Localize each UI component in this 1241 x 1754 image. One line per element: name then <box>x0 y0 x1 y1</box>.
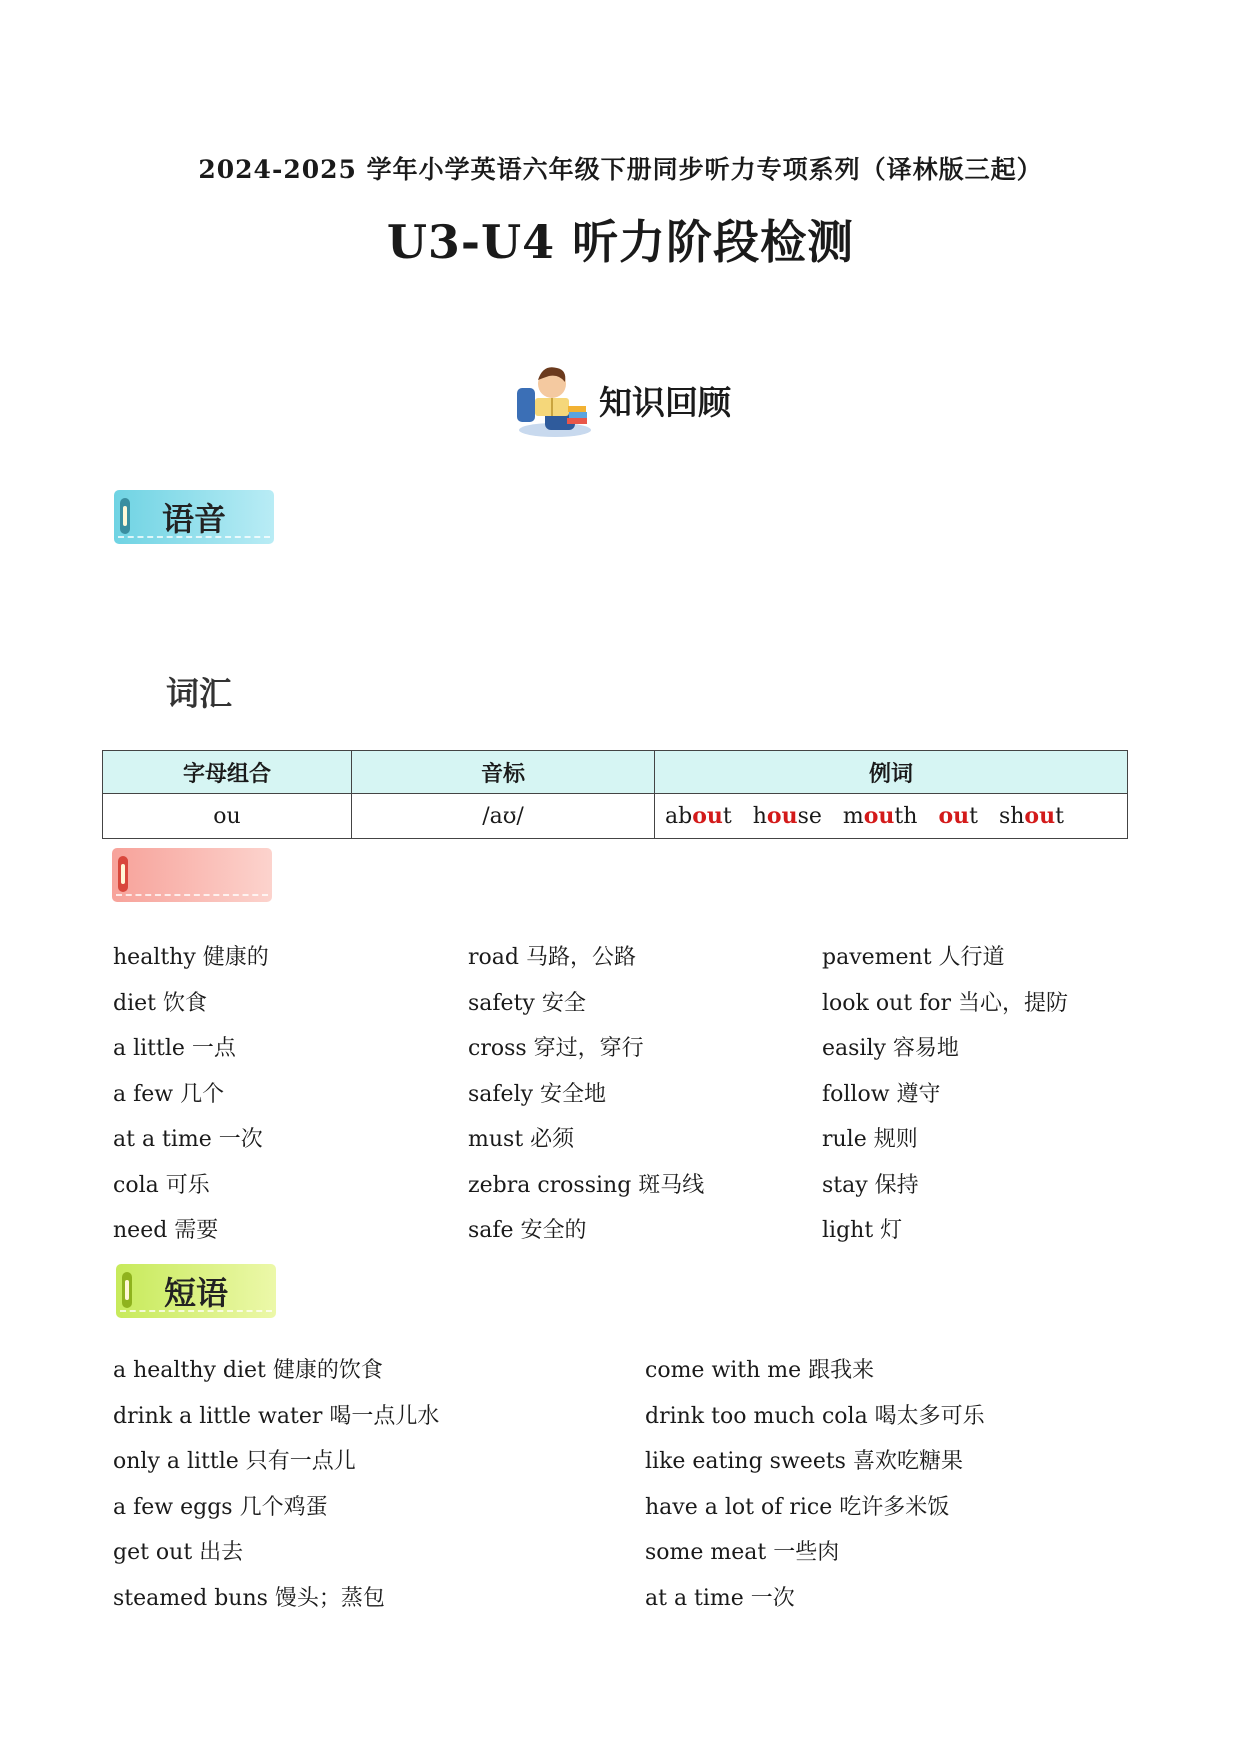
vocabulary-tag <box>112 848 272 902</box>
list-item: safety 安全 <box>468 990 586 1016</box>
document-subtitle: 2024-2025 学年小学英语六年级下册同步听力专项系列（译林版三起） <box>198 155 1043 184</box>
phonics-table <box>102 750 1128 839</box>
bookmark-tab-icon <box>118 856 128 892</box>
list-item: road 马路，公路 <box>468 945 636 970</box>
table-header-letters: 字母组合 <box>103 751 352 794</box>
list-item: at a time 一次 <box>113 1127 263 1152</box>
list-item: at a time 一次 <box>645 1585 795 1611</box>
bookmark-tab-icon <box>120 498 130 534</box>
document-title: U3-U4 听力阶段检测 <box>386 215 855 269</box>
list-item: a healthy diet 健康的饮食 <box>113 1358 383 1383</box>
list-item: a little 一点 <box>113 1036 236 1061</box>
letters-cell: ou <box>103 794 352 839</box>
list-item: follow 遵守 <box>822 1081 941 1107</box>
phrases-column-1 <box>113 1348 439 1621</box>
list-item: pavement 人行道 <box>822 945 1005 970</box>
vocabulary-column-1 <box>113 935 269 1254</box>
list-item: drink too much cola 喝太多可乐 <box>645 1403 985 1429</box>
list-item: like eating sweets 喜欢吃糖果 <box>645 1449 963 1474</box>
example-word: house <box>752 803 822 829</box>
list-item: stay 保持 <box>822 1172 919 1198</box>
list-item: a few eggs 几个鸡蛋 <box>113 1494 328 1520</box>
example-word: about <box>665 803 732 829</box>
list-item: must 必须 <box>468 1127 575 1152</box>
vocabulary-column-2 <box>468 935 704 1254</box>
list-item: need 需要 <box>113 1218 219 1243</box>
pronunciation-tag-label: 语音 <box>162 500 227 538</box>
boy-reading-books-illustration <box>505 360 595 440</box>
phrases-column-2 <box>645 1348 985 1621</box>
bookmark-tab-icon <box>122 1272 132 1308</box>
example-word: shout <box>998 803 1064 829</box>
list-item: light 灯 <box>822 1218 903 1243</box>
list-item: easily 容易地 <box>822 1036 959 1061</box>
table-header-phonetic: 音标 <box>352 751 655 794</box>
list-item: cross 穿过，穿行 <box>468 1036 644 1061</box>
list-item: come with me 跟我来 <box>645 1358 875 1383</box>
knowledge-review-title: 知识回顾 <box>599 382 731 422</box>
list-item: diet 饮食 <box>113 990 207 1016</box>
list-item: zebra crossing 斑马线 <box>468 1172 705 1198</box>
list-item: get out 出去 <box>113 1540 244 1565</box>
knowledge-review-heading <box>505 360 731 440</box>
list-item: drink a little water 喝一点儿水 <box>113 1403 440 1429</box>
example-word: mouth <box>842 803 918 829</box>
example-word: out <box>938 803 978 829</box>
list-item: only a little 只有一点儿 <box>113 1449 356 1474</box>
list-item: safe 安全的 <box>468 1218 587 1243</box>
table-row <box>103 794 1128 839</box>
list-item: some meat 一些肉 <box>645 1540 840 1565</box>
examples-cell <box>655 794 1128 839</box>
vocabulary-heading: 词汇 <box>166 674 232 713</box>
list-item: healthy 健康的 <box>113 945 269 970</box>
phonetic-cell: /aʊ/ <box>352 794 655 839</box>
list-item: look out for 当心，提防 <box>822 990 1068 1016</box>
phrases-tag-label: 短语 <box>164 1274 229 1312</box>
phrases-tag <box>116 1264 276 1318</box>
list-item: steamed buns 馒头；蒸包 <box>113 1585 385 1611</box>
list-item: rule 规则 <box>822 1127 918 1152</box>
vocabulary-column-3 <box>822 935 1068 1254</box>
pronunciation-tag <box>114 490 274 544</box>
list-item: safely 安全地 <box>468 1081 607 1107</box>
list-item: a few 几个 <box>113 1081 225 1107</box>
list-item: have a lot of rice 吃许多米饭 <box>645 1494 950 1520</box>
table-header-examples: 例词 <box>655 751 1128 794</box>
list-item: cola 可乐 <box>113 1172 210 1198</box>
